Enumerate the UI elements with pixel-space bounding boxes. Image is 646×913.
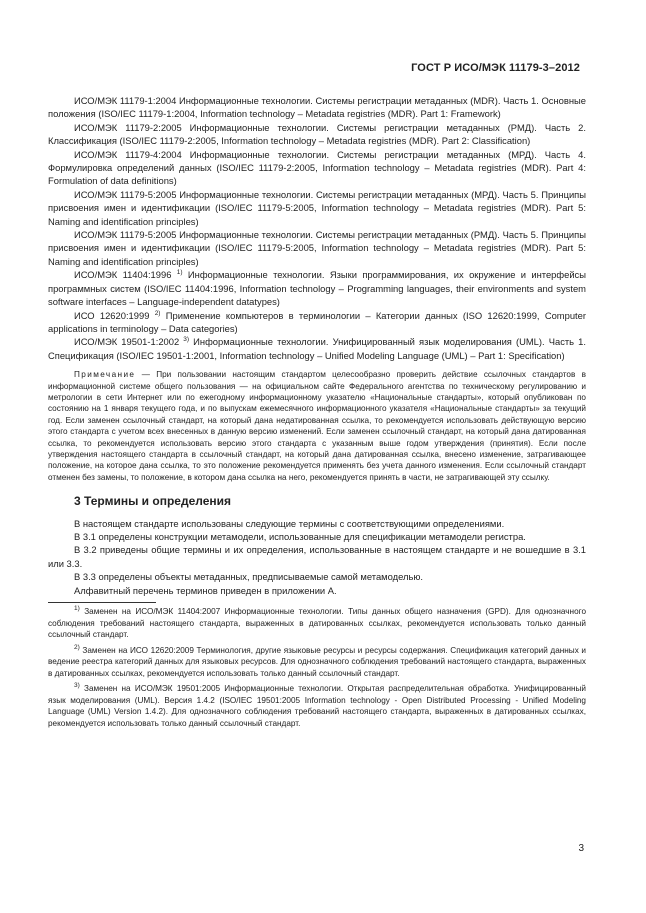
- document-code: ГОСТ Р ИСО/МЭК 11179-3–2012: [411, 62, 580, 74]
- footnote-item: [48, 606, 586, 641]
- section-paragraph: Алфавитный перечень терминов приведен в приложении А.: [74, 584, 337, 596]
- footnote-item: [48, 645, 586, 680]
- footnote-text: Заменен на ИСО/МЭК 11404:2007 Информационные технологии. Типы данных общего назначения (GPD). Для однозначного соблюдения требований настоящего стандарта, выраженных в датированных ссылках, рекомендуется использовать только данный ссылочный стандарт.: [48, 607, 586, 640]
- reference-item: ИСО/МЭК 11179-5:2005 Информационные технологии. Системы регистрации метаданных (МРД). Часть 5. Принципы присвоения имен и идентификации (ISO/IEC 11179-5:2005, Information technology – Metadata registries (MDR). Part 5: Naming and identification principles): [48, 188, 586, 227]
- footnote-mark: 1): [176, 269, 183, 277]
- page-number: 3: [578, 843, 584, 854]
- reference-text: Информационные технологии. Языки программирования, их окружение и интерфейсы программных систем (ISO/IEC 11404:1996, Information technology – Programming languages, their environments and system software interfaces – Language-independent datatypes): [48, 269, 586, 308]
- note-label: Примечание: [74, 370, 136, 380]
- reference-text: ИСО 12620:1999: [74, 309, 155, 321]
- page-body: [48, 94, 586, 733]
- footnote-mark: 3): [183, 336, 190, 344]
- reference-text: ИСО/МЭК 19501-1:2002: [74, 336, 184, 348]
- footnote-divider: [48, 602, 156, 603]
- section-paragraph: В 3.2 приведены общие термины и их определения, использованные в настоящем стандарте и не вошедшие в 3.1 или 3.3.: [48, 544, 586, 569]
- footnote-text: Заменен на ИСО/МЭК 19501:2005 Информационные технологии. Открытая распределительная обработка. Унифицированный язык моделирования (UML). Версия 1.4.2 (ISO/IEC 19501:2005 Information technology - Open Distributed Processing - Unified Modeling Language (UML) Version 1.4.2). Для однозначного соблюдения требований настоящего стандарта, выраженных в датированных ссылках, рекомендуется использовать только данный ссылочный стандарт.: [48, 684, 586, 728]
- footnote-mark: 2): [74, 643, 80, 651]
- reference-item-fn2: [48, 309, 586, 336]
- footnote-mark: 3): [74, 682, 80, 690]
- footnote-item: [48, 683, 586, 729]
- reference-text: Информационные технологии. Унифицированный язык моделирования (UML). Часть 1. Спецификация (ISO/IEC 19501-1:2001, Information technology – Unified Modeling Language (UML) – Part 1: Specification): [48, 336, 586, 361]
- footnote-mark: 2): [154, 309, 161, 317]
- reference-item: ИСО/МЭК 11179-5:2005 Информационные технологии. Системы регистрации метаданных (РМД). Часть 5. Принципы присвоения имен и идентификации (ISO/IEC 11179-5:2005, Information technology – Metadata registries (MDR). Part 5: Naming and identification principles): [48, 229, 586, 267]
- reference-item: ИСО/МЭК 11179-1:2004 Информационные технологии. Системы регистрации метаданных (MDR). Часть 1. Основные положения (ISO/IEC 11179-1:2004, Information technology – Metadata registries (MDR). Part 1: Framework): [48, 95, 586, 120]
- reference-item: ИСО/МЭК 11179-2:2005 Информационные технологии. Системы регистрации метаданных (РМД). Часть 2. Классификация (ISO/IEC 11179-2:2005, Information technology – Metadata registries (MDR). Part 2: Classification): [48, 121, 586, 147]
- footnote-mark: 1): [74, 605, 80, 613]
- section-paragraph: В 3.1 определены конструкции метамодели, использованные для спецификации метамодели регистра.: [74, 531, 526, 542]
- reference-text: ИСО/МЭК 11404:1996: [74, 269, 177, 281]
- reference-item: ИСО/МЭК 11179-4:2004 Информационные технологии. Системы регистрации метаданных (МРД). Часть 4. Формулировка определений данных (ISO/IEC 11179-2:2005, Information technology – Metadata registries (MDR). Part 4: Formulation of data definitions): [48, 148, 586, 187]
- section-paragraph: В настоящем стандарте использованы следующие термины с соответствующими определениями.: [74, 517, 505, 529]
- note-text: — При пользовании настоящим стандартом целесообразно проверить действие ссылочных стандартов в информационной системе общего пользования — на официальном сайте Федерального агентства по техническому регулированию и метрологии в сети Интернет или по ежегодному информационному указателю «Национальные стандарты», который опубликован по состоянию на 1 января текущего года, и по выпускам ежемесячного информационного указателя «Национальные стандарты» за текущий год. Если заменен ссылочный стандарт, на который дана недатированная ссылка, то рекомендуется использовать действующую версию этого стандарта с учетом всех внесенных в данную версию изменений. Если заменен ссылочный стандарт, на который дана датированная ссылка, то рекомендуется использовать версию этого стандарта с указанным выше годом утверждения (принятия). Если после утверждения настоящего стандарта в ссылочный стандарт, на который дана датированная ссылка, внесено изменение, затрагивающее положение, на которое дана ссылка, то это положение рекомендуется применять без учета данного изменения. Если ссылочный стандарт отменен без замены, то положение, в котором дана ссылка на него, рекомендуется принять в части, не затрагивающей эту ссылку.: [48, 370, 586, 482]
- reference-item-fn1: [48, 268, 586, 308]
- section-heading: 3 Термины и определения: [74, 494, 232, 509]
- note-paragraph: [48, 369, 586, 483]
- reference-item-fn3: [48, 335, 586, 362]
- footnote-text: Заменен на ИСО 12620:2009 Терминология, другие языковые ресурсы и ресурсы содержания. Спецификация категорий данных и ведение реестра категорий данных для языковых ресурсов. Для однозначного соблюдения требований настоящего стандарта, выраженных в датированных ссылках, рекомендуется использовать только данный ссылочный стандарт.: [48, 645, 586, 678]
- reference-text: Применение компьютеров в терминологии – Категории данных (ISO 12620:1999, Computer applications in terminology – Data categories): [48, 309, 586, 334]
- section-paragraph: В 3.3 определены объекты метаданных, предписываемые самой метамоделью.: [74, 571, 423, 583]
